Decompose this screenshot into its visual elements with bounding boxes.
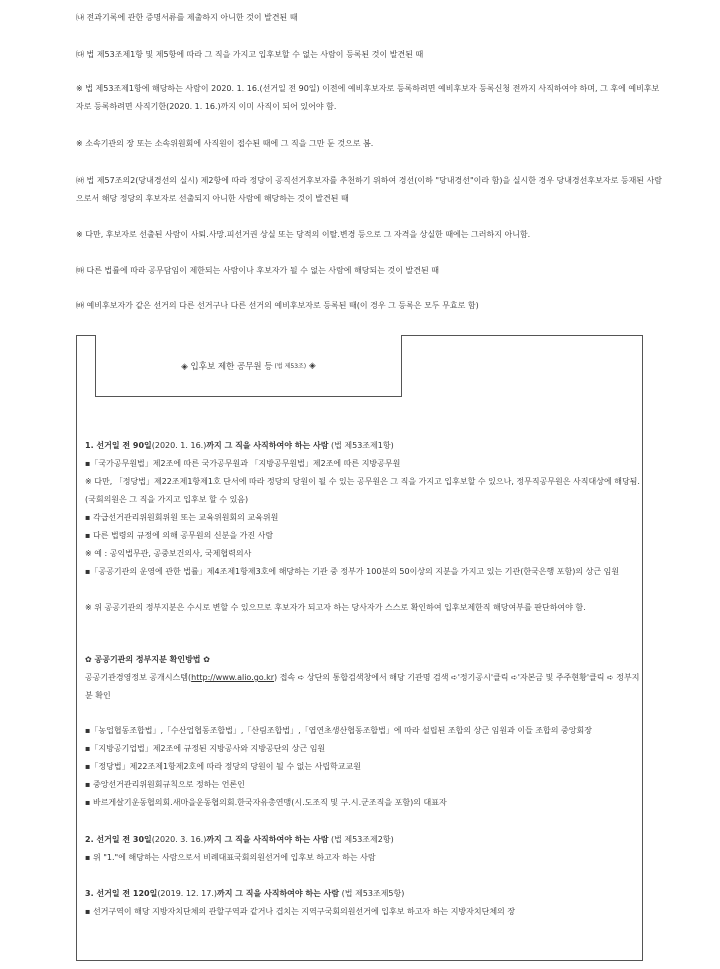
section-2-tail: 까지 그 직을 사직하여야 하는 사람 [206,835,329,844]
list-item: ▪「지방공기업법」제2조에 규정된 지방공사와 지방공단의 상근 임원 [85,744,326,753]
section-3-date: (2019. 12. 17.) [157,889,217,898]
list-item: ※ 위 공공기관의 정부지분은 수시로 변할 수 있으므로 후보자가 되고자 하는 당사자가 스스로 확인하여 입후보제한직 해당여부를 판단하여야 함. [85,603,586,612]
alio-link[interactable]: http://www.alio.go.kr [191,673,275,682]
item-duplicate-registration: ㈓ 예비후보자가 같은 선거의 다른 선거구나 다른 선거의 예비후보자로 등록된 때(이 경우 그 등록은 모두 무효로 함) [76,301,479,310]
list-item: ▪「정당법」제22조제1항제2호에 따라 정당의 당원이 될 수 없는 사립학교교원 [85,762,361,771]
section-1-head: 1. 선거일 전 90일 [85,441,152,450]
list-item: ▪「공공기관의 운영에 관한 법률」제4조제1항제3호에 해당하는 기관 중 정부가 100분의 50이상의 지분을 가지고 있는 기관(한국은행 포함)의 상근 임원 [85,567,620,576]
list-item: ▪ 바르게살기운동협의회.새마을운동협의회.한국자유총연맹(시.도조직 및 구.시.군조직을 포함)의 대표자 [85,798,447,807]
tip-post: ) 접속 ➪ 상단의 통합검색창에서 해당 기관명 검색 ➪'정기공시'클릭 ➪'자본금 및 주주현황'클릭 ➪ 정부지분 확인 [85,673,640,700]
section-2-head: 2. 선거일 전 30일 [85,835,152,844]
section-3-head: 3. 선거일 전 120일 [85,889,158,898]
section-3-tail: 까지 그 직을 사직하여야 하는 사람 [217,889,340,898]
list-item: ▪「국가공무원법」제2조에 따른 국가공무원과 「지방공무원법」제2조에 따른 지방공무원 [85,459,401,468]
section-1-law: (법 제53조제1항) [331,441,394,450]
section-3-law: (법 제53조제5항) [341,889,405,898]
section-1-heading [85,437,641,455]
tip-pre: 공공기관경영정보 공개시스템( [85,673,192,682]
list-item: ▪ 선거구역이 해당 지방자치단체의 관할구역과 같거나 겹치는 지역구국회의원선거에 입후보 하고자 하는 지방자치단체의 장 [85,907,516,916]
tip-heading: ✿ 공공기관의 정부지분 확인방법 ✿ [85,655,211,664]
section-3-heading [85,885,641,903]
item-party-primary: ㈑ 법 제57조의2(당내경선의 실시) 제2항에 따라 정당이 공직선거후보자를 추천하기 위하여 경선(이하 "당내경선"이라 함)을 실시한 경우 당내경선후보자로 등재된 사람으로서 해당 정당의 후보자로 선출되지 아니한 사람에 해당하는 것이 발견된 때 [76,176,663,203]
box-title [95,335,402,397]
item-article53-registered: ㈐ 법 제53조제1항 및 제5항에 따라 그 직을 가지고 입후보할 수 없는 사람이 등록된 것이 발견된 때 [76,50,424,59]
list-item: ▪ 각급선거관리위원회위원 또는 교육위원회의 교육위원 [85,513,279,522]
list-item: ▪ 중앙선거관리위원회규칙으로 정하는 언론인 [85,780,245,789]
section-2-heading [85,831,641,849]
restricted-officials-box [76,335,643,961]
list-item: ▪ 위 "1."에 해당하는 사람으로서 비례대표국회의원선거에 입후보 하고자 하는 사람 [85,853,376,862]
box-title-text: ◈ 입후보 제한 공무원 등 [181,361,273,372]
section-1-tail: 까지 그 직을 사직하여야 하는 사람 [206,441,329,450]
list-item: ※ 예 : 공익법무관, 공중보건의사, 국제협력의사 [85,549,252,558]
section-2-date: (2020. 3. 16.) [151,835,207,844]
section-2-law: (법 제53조제2항) [331,835,394,844]
section-1-date: (2020. 1. 16.) [151,441,207,450]
list-item: ▪「농업협동조합법」,「수산업협동조합법」,「산림조합법」,「엽연초생산협동조합법」에 따라 설립된 조합의 상근 임원과 이들 조합의 중앙회장 [85,726,592,735]
list-item: ※ 다만, 「정당법」제22조제1항제1호 단서에 따라 정당의 당원이 될 수 있는 공무원은 그 직을 가지고 입후보할 수 있으나, 정무직공무원은 사직대상에 해당됨. (국회의원은 그 직을 가지고 입후보 할 수 있음) [85,477,640,504]
note-resign-accepted: ※ 소속기관의 장 또는 소속위원회에 사직원이 접수된 때에 그 직을 그만 둔 것으로 봄. [76,139,374,148]
tip-text [85,669,641,705]
list-item: ▪ 다른 법령의 규정에 의해 공무원의 신분을 가진 사람 [85,531,274,540]
note-resign-deadline: ※ 법 제53조제1항에 해당하는 사람이 2020. 1. 16.(선거일 전 90일) 이전에 예비후보자로 등록하려면 예비후보자 등록신청 전까지 사직하여야 하며, 그 후에 예비후보자로 등록하려면 사직기한(2020. 1. 16.)까지 이미 사직이 되어 있어야 함. [76,84,660,111]
item-criminal-record: ㈏ 전과기록에 관한 증명서류를 제출하지 아니한 것이 발견된 때 [76,13,298,22]
item-other-law: ㈒ 다른 법률에 따라 공무담임이 제한되는 사람이나 후보자가 될 수 없는 사람에 해당되는 것이 발견된 때 [76,266,439,275]
box-title-end: ◈ [309,360,316,371]
box-title-law: (법 제53조) [274,363,307,370]
note-primary-exception: ※ 다만, 후보자로 선출된 사람이 사퇴.사망.피선거권 상실 또는 당적의 이탈.변경 등으로 그 자격을 상실한 때에는 그러하지 아니함. [76,230,531,239]
